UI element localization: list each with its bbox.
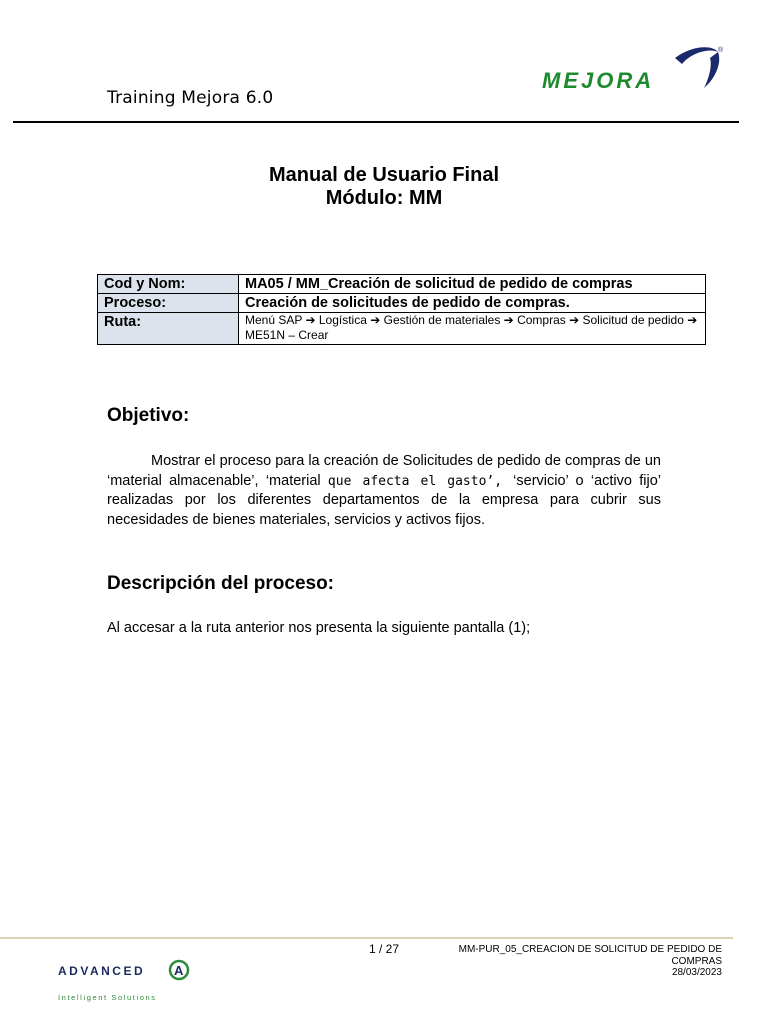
footer-date: 28/03/2023: [671, 967, 722, 978]
objective-heading: Objetivo:: [107, 405, 190, 426]
objective-text-part1: Mostrar el proceso para la creación de Solicitudes de pedido de compras de un ‘material almacenable’, ‘material: [107, 453, 661, 489]
footer-document-info: [440, 944, 722, 979]
footer-doc-name-2: COMPRAS: [671, 955, 722, 967]
advanced-logo: [57, 955, 197, 1005]
table-label: Cod y Nom:: [98, 275, 239, 294]
mejora-logo: [540, 44, 730, 96]
table-row: [98, 313, 706, 345]
svg-text:®: ®: [718, 47, 724, 54]
footer-divider: [0, 937, 733, 939]
objective-paragraph: [107, 452, 661, 530]
table-value: Menú SAP ➔ Logística ➔ Gestión de materiales ➔ Compras ➔ Solicitud de pedido ➔ ME51N – Crear: [239, 313, 706, 345]
page-number: 1 / 27: [369, 942, 400, 956]
info-table: [97, 274, 706, 345]
table-row: [98, 294, 706, 313]
document-title: [0, 164, 768, 210]
process-paragraph: Al accesar a la ruta anterior nos presenta la siguiente pantalla (1);: [107, 620, 531, 636]
objective-text-part2: ‘servicio’ o ‘activo fijo’ realizadas por los diferentes departamentos de la empresa para cubrir sus necesidades de bienes materiales, servicios y activos fijos.: [107, 472, 661, 528]
advanced-tagline: Intelligent Solutions: [58, 993, 157, 1002]
mejora-logo-text: MEJORA: [542, 68, 655, 93]
table-label: Ruta:: [98, 313, 239, 345]
header-title: Training Mejora 6.0: [107, 88, 274, 108]
table-label: Proceso:: [98, 294, 239, 313]
table-row: [98, 275, 706, 294]
svg-text:A: A: [174, 963, 184, 978]
title-line-2: Módulo: MM: [325, 187, 443, 209]
process-heading: Descripción del proceso:: [107, 573, 335, 594]
title-line-1: Manual de Usuario Final: [268, 164, 500, 186]
header-divider: [13, 121, 739, 123]
footer-doc-name-1: MM-PUR_05_CREACION DE SOLICITUD DE PEDIDO DE: [458, 944, 722, 955]
advanced-logo-text: ADVANCED: [58, 964, 146, 978]
table-value: MA05 / MM_Creación de solicitud de pedido de compras: [239, 275, 706, 294]
table-value: Creación de solicitudes de pedido de compras.: [239, 294, 706, 313]
objective-text-mono: que afecta el gasto’,: [327, 473, 514, 489]
